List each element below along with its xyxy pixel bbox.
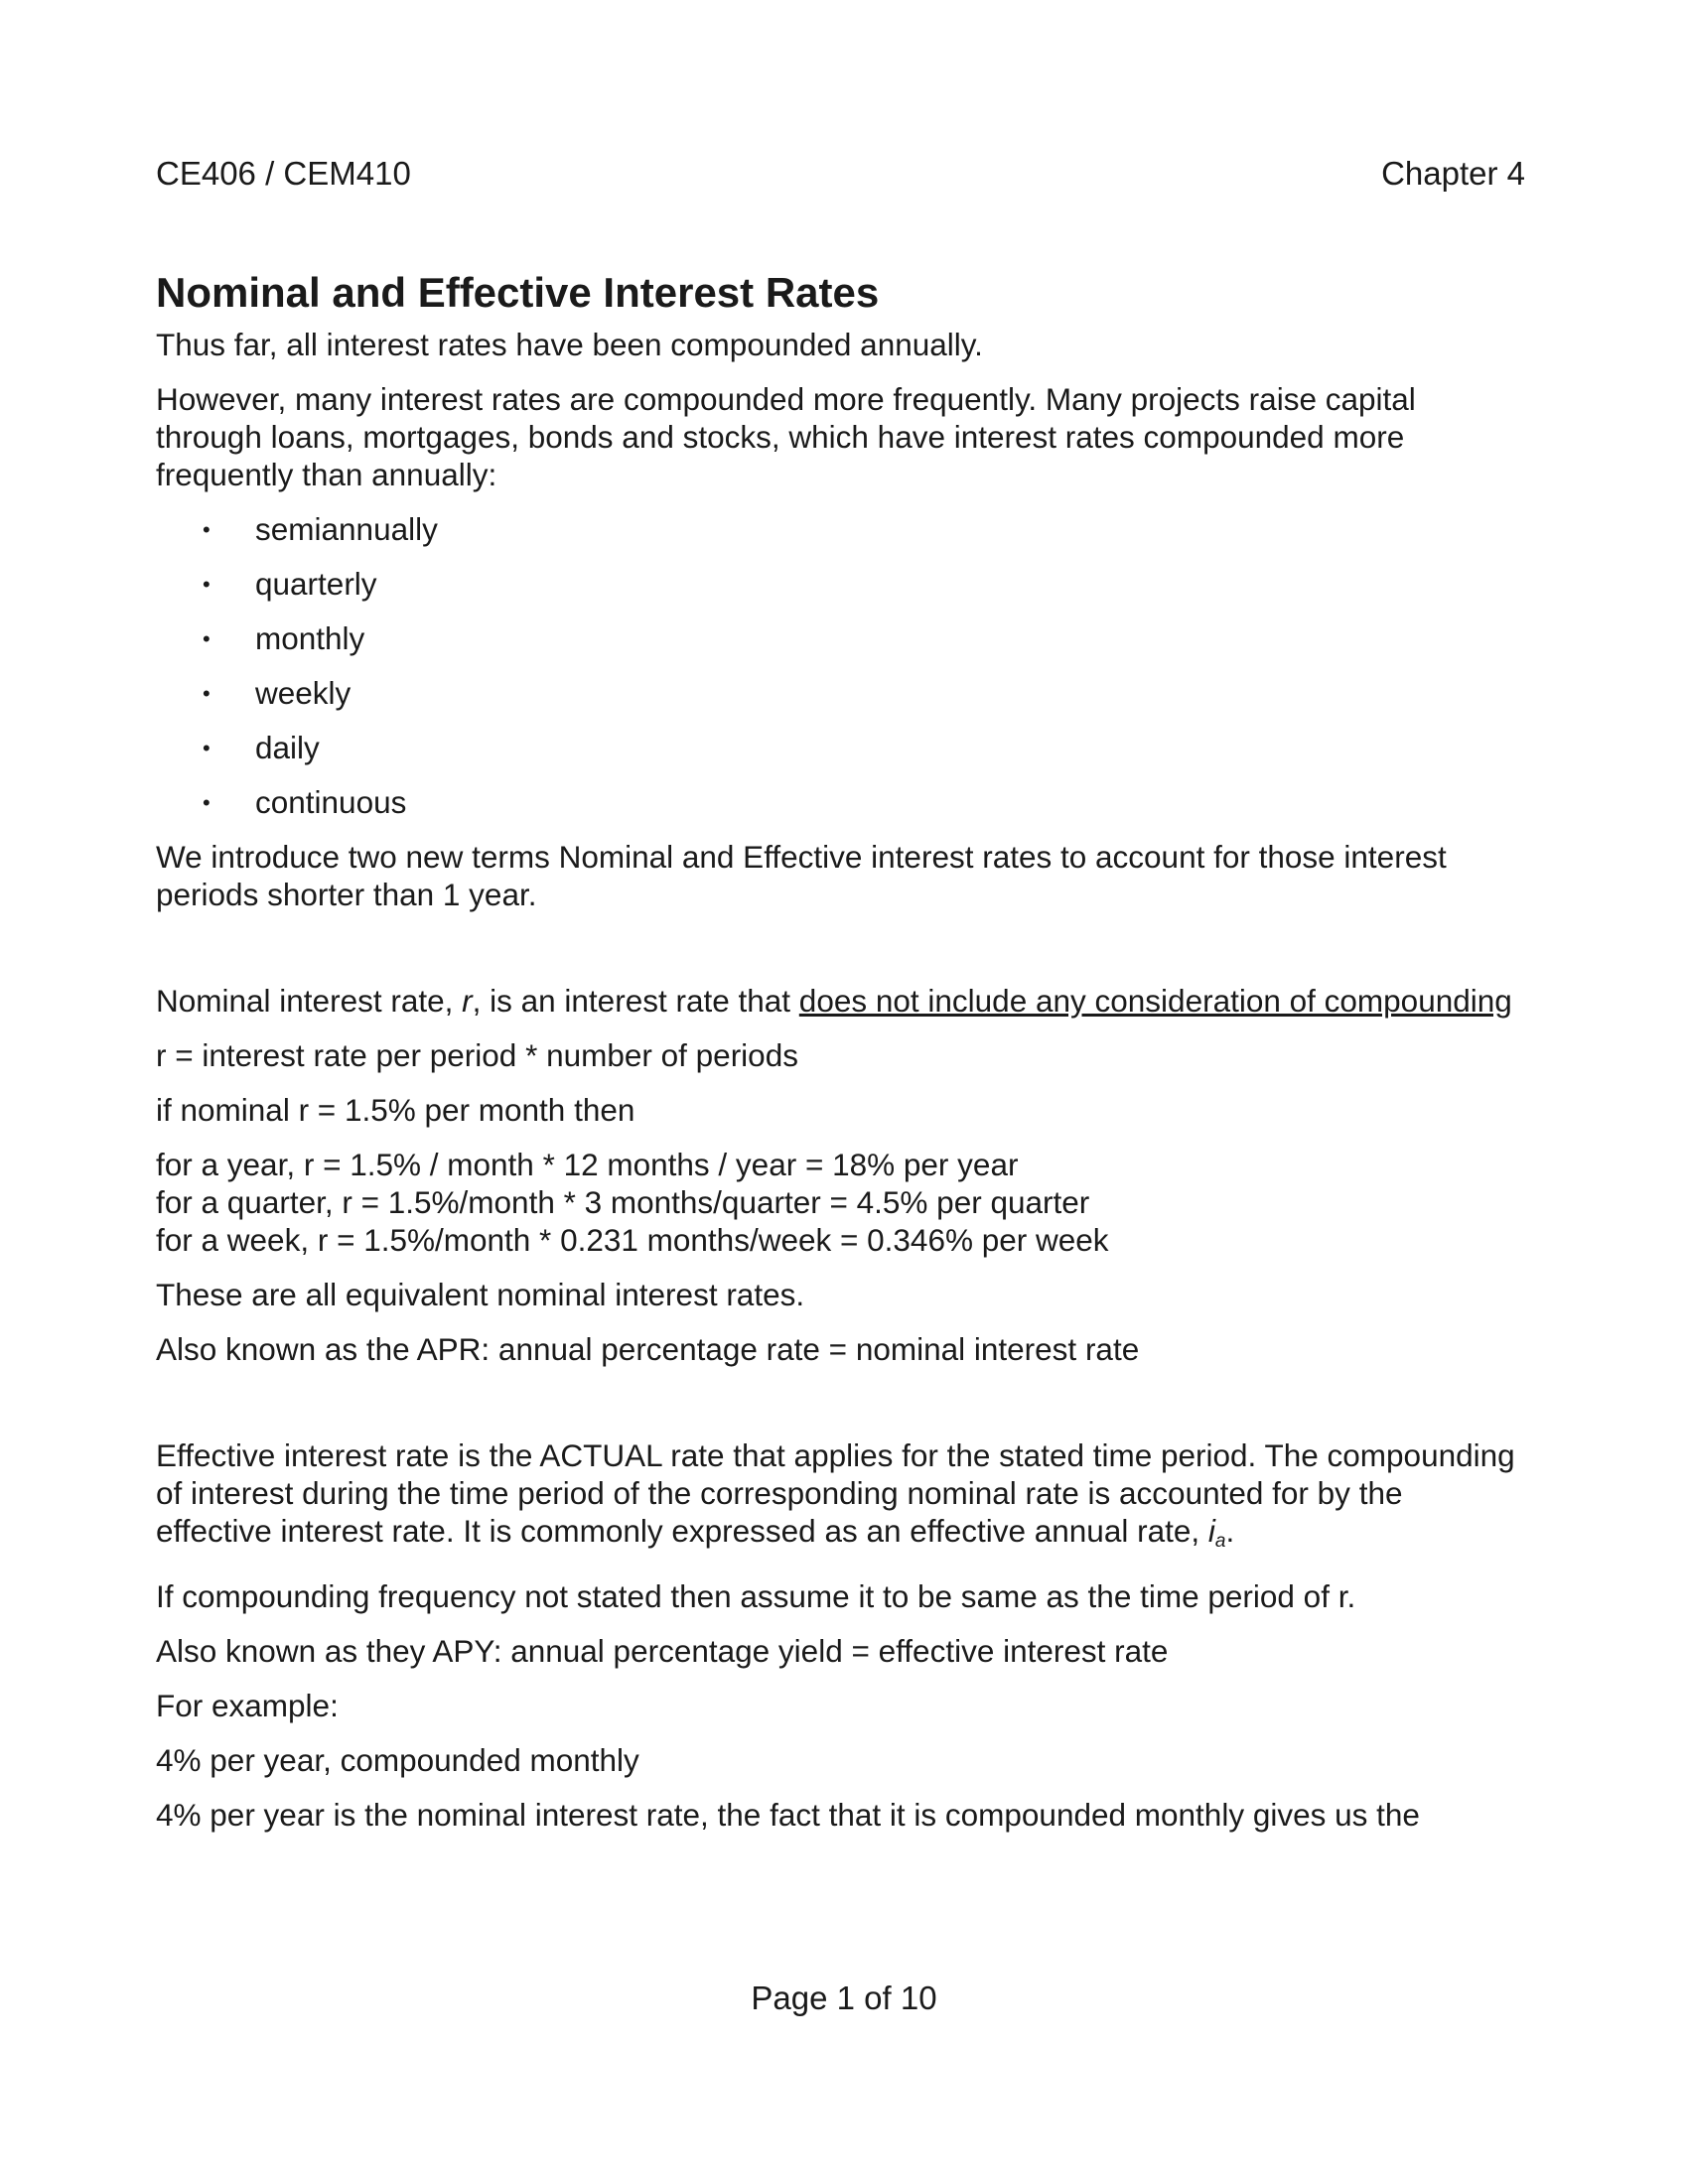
page-content [156, 268, 1526, 1850]
nominal-equivalent-note: These are all equivalent nominal interest rates. [156, 1277, 805, 1312]
intro-paragraph-1: Thus far, all interest rates have been compounded annually. [156, 327, 983, 362]
effective-assumption: If compounding frequency not stated then assume it to be same as the time period of r. [156, 1578, 1356, 1614]
list-item: • weekly [156, 674, 1526, 712]
list-item: • continuous [156, 783, 1526, 821]
bullet-icon: • [203, 790, 211, 815]
list-item: • monthly [156, 619, 1526, 657]
spacer [156, 1385, 1526, 1436]
nominal-example-year: for a year, r = 1.5% / month * 12 months / year = 18% per year [156, 1147, 1019, 1182]
list-item: • quarterly [156, 565, 1526, 603]
bullet-icon: • [203, 517, 211, 542]
underlined-phrase: does not include any consideration of compounding [798, 983, 1512, 1019]
compounding-frequency-list [156, 510, 1526, 821]
list-item: • daily [156, 729, 1526, 766]
bullet-icon: • [203, 681, 211, 706]
chapter-label: Chapter 4 [1381, 155, 1525, 192]
effective-definition: Effective interest rate is the ACTUAL rate that applies for the stated time period. The compounding of interest during the time period of the corresponding nominal rate is accounted for by the effective interest rate. It is commonly expressed as an effective annual rate, $i_a$. [156, 1437, 1515, 1552]
intro-paragraph-2: However, many interest rates are compounded more frequently. Many projects raise capital through loans, mortgages, bonds and stocks, which have interest rates compounded more frequently than annually: [156, 381, 1416, 492]
nominal-example-intro: if nominal r = 1.5% per month then [156, 1092, 635, 1128]
spacer [156, 930, 1526, 982]
bullet-icon: • [203, 572, 211, 597]
nominal-example-quarter: for a quarter, r = 1.5%/month * 3 months/quarter = 4.5% per quarter [156, 1184, 1090, 1220]
intro-paragraph-3: We introduce two new terms Nominal and Effective interest rates to account for those interest periods shorter than 1 year. [156, 839, 1447, 912]
for-example-label: For example: [156, 1688, 339, 1723]
nominal-formula: r = interest rate per period * number of periods [156, 1037, 798, 1073]
section-title: Nominal and Effective Interest Rates [156, 269, 880, 316]
apr-note: Also known as the APR: annual percentage rate = nominal interest rate [156, 1331, 1140, 1367]
nominal-example-week: for a week, r = 1.5%/month * 0.231 months/week = 0.346% per week [156, 1222, 1109, 1258]
page-header [156, 154, 1525, 194]
nominal-definition: Nominal interest rate, r, is an interest rate that does not include any consideration of compounding [156, 983, 1512, 1019]
effective-example-2: 4% per year is the nominal interest rate, the fact that it is compounded monthly gives us the [156, 1797, 1420, 1833]
course-code: CE406 / CEM410 [156, 155, 411, 192]
bullet-icon: • [203, 736, 211, 760]
list-item: • semiannually [156, 510, 1526, 548]
effective-example-1: 4% per year, compounded monthly [156, 1742, 639, 1778]
apy-note: Also known as they APY: annual percentage yield = effective interest rate [156, 1633, 1169, 1669]
page-number: Page 1 of 10 [751, 1979, 937, 2016]
bullet-icon: • [203, 626, 211, 651]
